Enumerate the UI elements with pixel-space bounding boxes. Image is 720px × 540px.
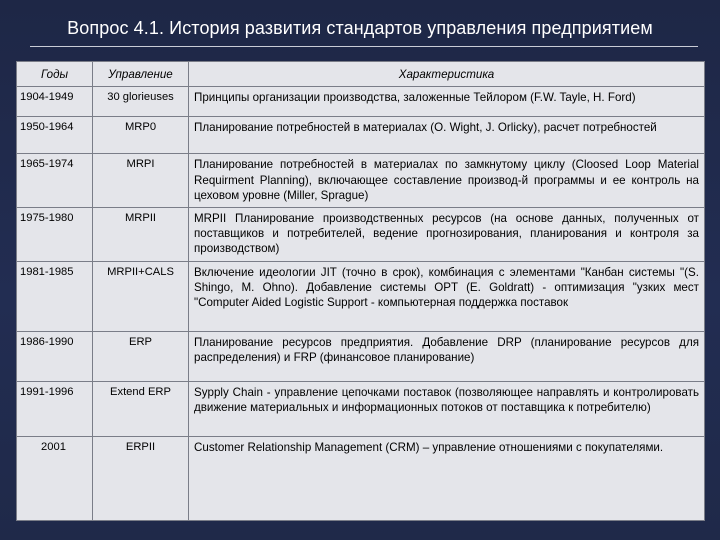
row-description: Sypply Chain - управление цепочками поставок (позволяющее направлять и контролировать движение материальных и информационных потоков от поставщика к потребителю): [189, 381, 705, 436]
table-row: [17, 154, 705, 207]
row-year: 2001: [17, 436, 93, 520]
row-description: Customer Relationship Management (CRM) – управление отношениями с покупателями.: [189, 436, 705, 520]
row-description: Планирование потребностей в материалах по замкнутому циклу (Cloosed Loop Material Requirment Planning), включающее составление производ-й программы и ее контроль на цеховом уровне (Miller, Sprague): [189, 154, 705, 207]
table-row: [17, 207, 705, 261]
row-description: Планирование потребностей в материалах (O. Wight, J. Orlicky), расчет потребностей: [189, 117, 705, 154]
row-year: 1991-1996: [17, 381, 93, 436]
standards-table: [16, 61, 705, 521]
row-management: Extend ERP: [93, 381, 189, 436]
row-year: 1965-1974: [17, 154, 93, 207]
row-management: MRP0: [93, 117, 189, 154]
row-description: Включение идеологии JIT (точно в срок), комбинация с элементами "Канбан системы "(S. Shingo, M. Ohno). Добавление системы OPT (E. Goldratt) - оптимизация "узких мест "Computer Aided Logistic Support - компьютерная поддержка поставок: [189, 261, 705, 331]
row-management: MRPII+CALS: [93, 261, 189, 331]
row-management: ERPII: [93, 436, 189, 520]
table-header-row: [17, 62, 705, 87]
row-year: 1904-1949: [17, 87, 93, 117]
table-row: [17, 436, 705, 520]
title-divider: [30, 46, 698, 47]
header-management: Управление: [93, 62, 189, 87]
table-row: [17, 381, 705, 436]
row-management: ERP: [93, 331, 189, 381]
header-years: Годы: [17, 62, 93, 87]
table-row: [17, 261, 705, 331]
row-description: MRPII Планирование производственных ресурсов (на основе данных, полученных от поставщиков и потребителей, ведение прогнозирования, планирования и контроля за производством): [189, 207, 705, 261]
row-year: 1975-1980: [17, 207, 93, 261]
row-year: 1950-1964: [17, 117, 93, 154]
row-description: Планирование ресурсов предприятия. Добавление DRP (планирование ресурсов для распределения) и FRP (финансовое планирование): [189, 331, 705, 381]
slide-title: Вопрос 4.1. История развития стандартов управления предприятием: [67, 18, 653, 38]
table-row: [17, 117, 705, 154]
row-year: 1986-1990: [17, 331, 93, 381]
table-row: [17, 87, 705, 117]
row-management: MRPII: [93, 207, 189, 261]
row-management: MRPI: [93, 154, 189, 207]
row-management: 30 glorieuses: [93, 87, 189, 117]
row-year: 1981-1985: [17, 261, 93, 331]
header-characteristic: Характеристика: [189, 62, 705, 87]
row-description: Принципы организации производства, заложенные Тейлором (F.W. Tayle, H. Ford): [189, 87, 705, 117]
table-row: [17, 331, 705, 381]
